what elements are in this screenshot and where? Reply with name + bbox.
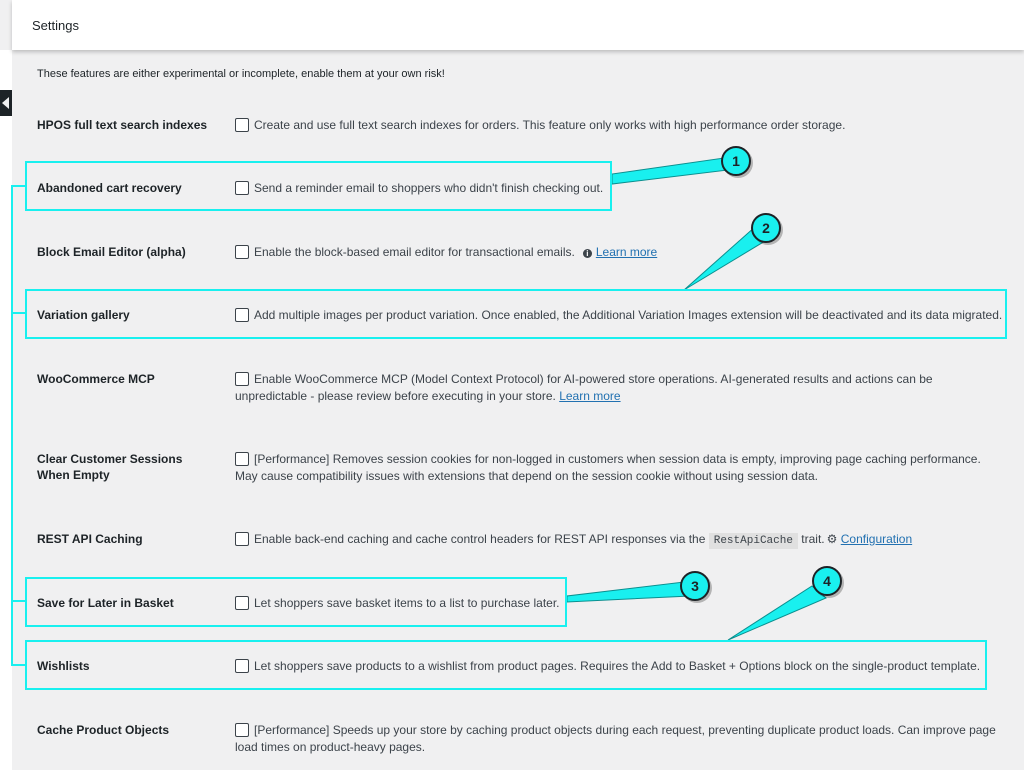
feature-description: Create and use full text search indexes for orders. This feature only works with high performance order storage. — [254, 118, 846, 132]
feature-description: Send a reminder email to shoppers who didn't finish checking out. — [254, 181, 604, 195]
feature-description: [Performance] Removes session cookies for non-logged in customers when session data is empty, improving page caching performance. May cause compatibility issues with extensions that depend on the session cookie without using session data. — [235, 452, 981, 483]
feature-label: Clear Customer Sessions When Empty — [37, 452, 183, 482]
feature-description: Let shoppers save basket items to a list to purchase later. — [254, 596, 560, 610]
annotation-badge: 1 — [721, 146, 751, 176]
page-title: Settings — [32, 18, 79, 33]
feature-description: Enable the block-based email editor for transactional emails. — [254, 245, 575, 259]
feature-label: Block Email Editor (alpha) — [37, 245, 186, 259]
feature-label: WooCommerce MCP — [37, 372, 155, 386]
feature-label: Variation gallery — [37, 308, 130, 322]
feature-label: REST API Caching — [37, 532, 143, 546]
feature-description-suffix: trait. — [801, 532, 825, 546]
learn-more-link[interactable]: Learn more — [559, 389, 621, 403]
feature-description: Enable WooCommerce MCP (Model Context Protocol) for AI-powered store operations. AI-generated results and actions can be unpredictable - please review before executing in your store. — [235, 372, 933, 403]
configuration-link[interactable]: Configuration — [840, 532, 913, 546]
feature-label: Save for Later in Basket — [37, 596, 174, 610]
feature-description: Enable back-end caching and cache control headers for REST API responses via the — [254, 532, 706, 546]
annotation-badge: 2 — [751, 213, 781, 243]
code-snippet: RestApiCache — [709, 533, 798, 549]
annotation-badge: 4 — [812, 566, 842, 596]
callout-pointer — [728, 586, 826, 640]
top-bar — [12, 0, 1024, 50]
callout-pointer — [567, 582, 690, 602]
feature-description: Let shoppers save products to a wishlist from product pages. Requires the Add to Basket + Options block on the single-product template. — [254, 659, 981, 673]
feature-label: Cache Product Objects — [37, 723, 170, 737]
feature-label: Abandoned cart recovery — [37, 181, 182, 195]
feature-label: HPOS full text search indexes — [37, 118, 208, 132]
info-icon: i — [583, 249, 592, 258]
learn-more-link[interactable]: Learn more — [595, 245, 658, 259]
callout-pointer — [612, 158, 728, 184]
feature-description: [Performance] Speeds up your store by caching product objects during each request, preventing duplicate product loads. Can improve page load times on product-heavy pages. — [235, 723, 996, 754]
intro-text: These features are either experimental or incomplete, enable them at your own risk! — [37, 68, 445, 80]
annotation-badge: 3 — [680, 571, 710, 601]
feature-label: Wishlists — [37, 659, 90, 673]
feature-description: Add multiple images per product variation. Once enabled, the Additional Variation Images extension will be deactivated and its data migrated. — [254, 308, 1003, 322]
gear-icon: ⚙ — [826, 532, 838, 546]
